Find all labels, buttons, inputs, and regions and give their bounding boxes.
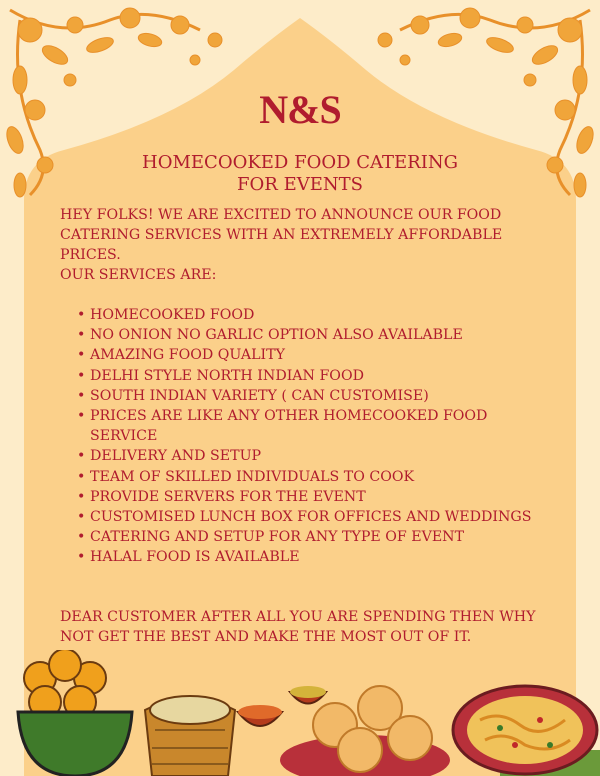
laddoo-bowl-icon [18, 650, 132, 776]
services-heading: OUR SERVICES ARE: [60, 267, 217, 283]
list-item: • TEAM OF SKILLED INDIVIDUALS TO COOK [90, 467, 570, 487]
page-title [0, 152, 600, 196]
list-item: • PROVIDE SERVERS FOR THE EVENT [90, 487, 570, 507]
closing-line-1: DEAR CUSTOMER AFTER ALL YOU ARE SPENDING THEN WHY [60, 609, 536, 625]
list-item: • NO ONION NO GARLIC OPTION ALSO AVAILABLE [90, 325, 570, 345]
list-item: • AMAZING FOOD QUALITY [90, 345, 570, 365]
intro-line-3: PRICES. [60, 247, 121, 263]
list-item: • HOMECOOKED FOOD [90, 305, 570, 325]
list-item: • PRICES ARE LIKE ANY OTHER HOMECOOKED FOOD SERVICE [90, 406, 530, 446]
intro-line-2: CATERING SERVICES WITH AN EXTREMELY AFFORDABLE [60, 227, 503, 243]
intro-paragraph [60, 205, 560, 285]
noodle-plate-icon [453, 686, 600, 776]
list-item: • DELHI STYLE NORTH INDIAN FOOD [90, 366, 570, 386]
bread-basket-icon [145, 696, 235, 776]
list-item: • CUSTOMISED LUNCH BOX FOR OFFICES AND WEDDINGS [90, 507, 570, 527]
brand-logo: N&S [259, 87, 341, 132]
title-line-2: FOR EVENTS [237, 174, 363, 195]
list-item: • DELIVERY AND SETUP [90, 446, 570, 466]
list-item: • CATERING AND SETUP FOR ANY TYPE OF EVENT [90, 527, 570, 547]
closing-line-2: NOT GET THE BEST AND MAKE THE MOST OUT OF IT. [60, 629, 472, 645]
intro-line-1: HEY FOLKS! WE ARE EXCITED TO ANNOUNCE OUR FOOD [60, 207, 502, 223]
title-line-1: HOMECOOKED FOOD CATERING [142, 152, 458, 173]
closing-paragraph [60, 607, 560, 647]
services-list [90, 305, 570, 568]
list-item: • SOUTH INDIAN VARIETY ( CAN CUSTOMISE) [90, 386, 570, 406]
food-illustration [0, 650, 600, 776]
list-item: • HALAL FOOD IS AVAILABLE [90, 547, 570, 567]
